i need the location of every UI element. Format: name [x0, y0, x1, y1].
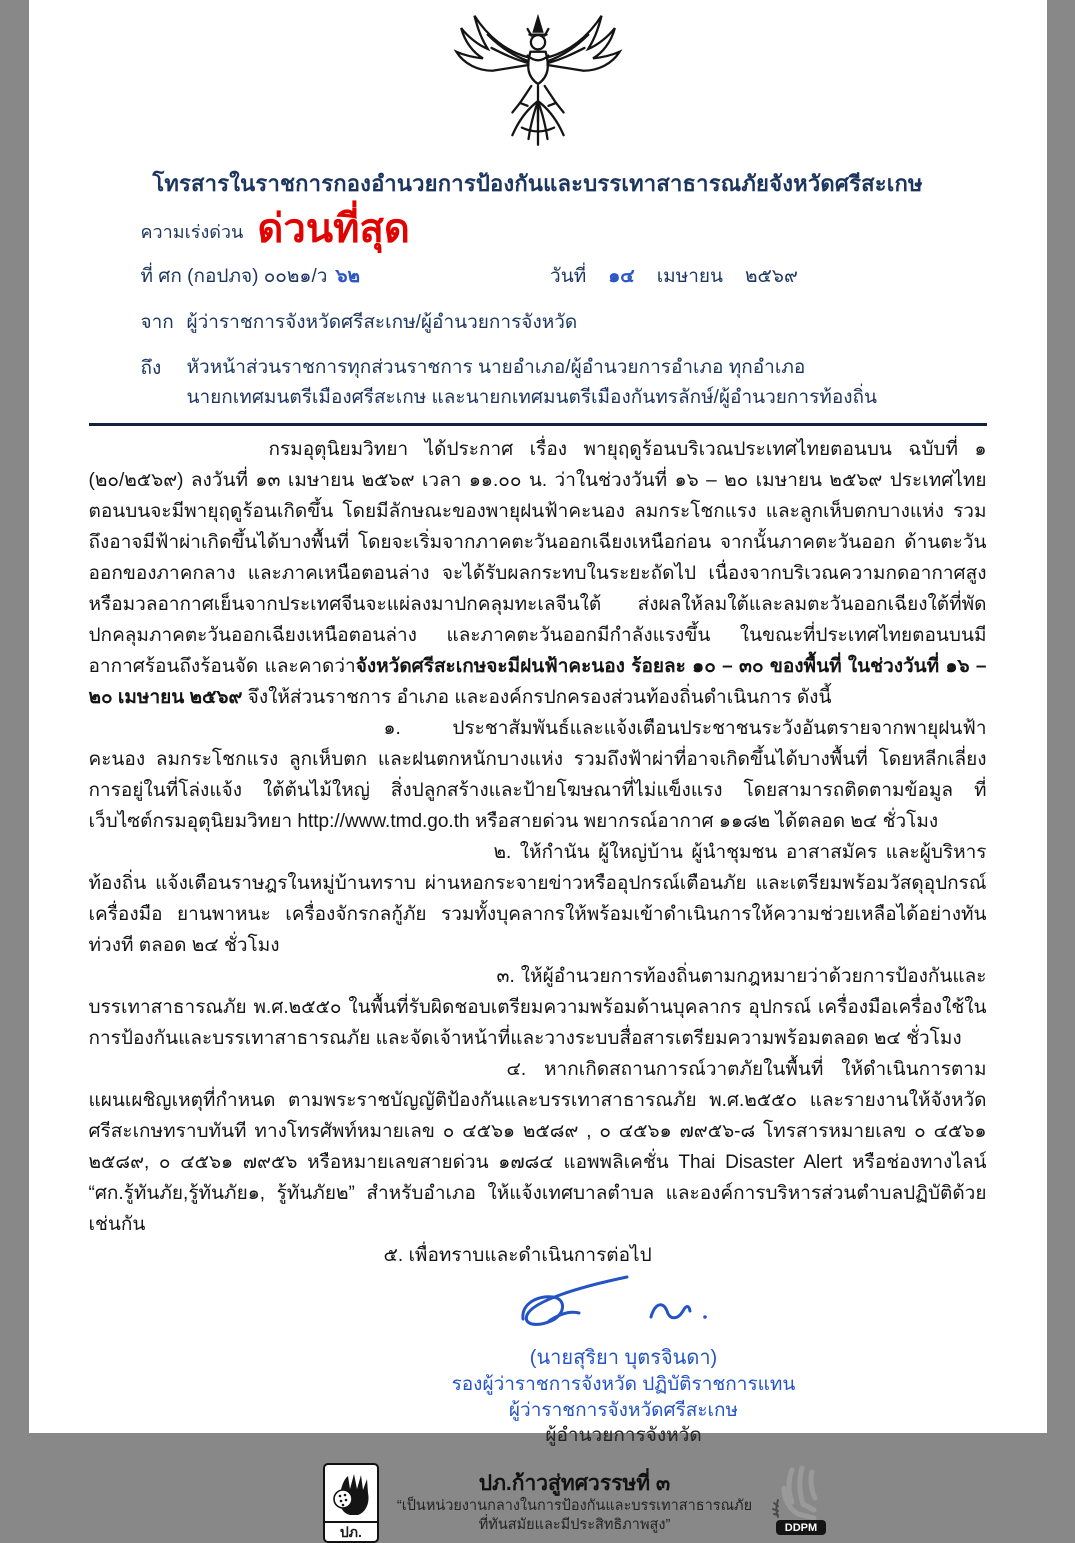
- paragraph-announcement: [89, 434, 987, 713]
- letter-body: [89, 434, 987, 1271]
- signer-title-1: รองผู้ว่าราชการจังหวัด ปฏิบัติราชการแทน: [389, 1372, 859, 1398]
- to-value: [187, 353, 878, 413]
- instruction-item-2: ๒. ให้กำนัน ผู้ใหญ่บ้าน ผู้นำชุมชน อาสาสมัคร และผู้บริหารท้องถิ่น แจ้งเตือนราษฎรในหมู่บ้านทราบ ผ่านหอกระจายข่าวหรืออุปกรณ์เตือนภัย และเตรียมพร้อมวัสดุอุปกรณ์ เครื่องมือ ยานพาหนะ เครื่องจักรกลกู้ภัย รวมทั้งบุคลากรให้พร้อมเข้าดำเนินการให้ความช่วยเหลือได้อย่างทันท่วงที ตลอด ๒๔ ชั่วโมง: [89, 837, 987, 961]
- instruction-item-3: ๓. ให้ผู้อำนวยการท้องถิ่นตามกฎหมายว่าด้วยการป้องกันและบรรเทาสาธารณภัย พ.ศ.๒๕๕๐ ในพื้นที่รับผิดชอบเตรียมความพร้อมด้านบุคลากร อุปกรณ์ เครื่องมือเครื่องใช้ในการป้องกันและบรรเทาสาธารณภัย และจัดเจ้าหน้าที่และวางระบบสื่อสารเตรียมความพร้อมตลอด ๒๔ ชั่วโมง: [89, 961, 987, 1054]
- footer-slogan: [397, 1471, 752, 1535]
- reference-prefix: ที่ ศก (กอปภจ) ๐๐๒๑/ว: [141, 261, 328, 291]
- date-day-handwritten: ๑๔: [608, 261, 634, 291]
- signer-name: (นายสุริยา บุตรจินดา): [389, 1345, 859, 1372]
- instruction-item-4: ๔. หากเกิดสถานการณ์วาตภัยในพื้นที่ ให้ดำเนินการตามแผนเผชิญเหตุที่กำหนด ตามพระราชบัญญัติป้องกันและบรรเทาสาธารณภัย พ.ศ.๒๕๕๐ และรายงานให้จังหวัดศรีสะเกษทราบทันที ทางโทรศัพท์หมายเลข ๐ ๔๕๖๑ ๒๕๘๙ , ๐ ๔๕๖๑ ๗๙๕๖-๘ โทรสารหมายเลข ๐ ๔๕๖๑ ๒๕๘๙, ๐ ๔๕๖๑ ๗๙๕๖ หรือหมายเลขสายด่วน ๑๗๘๔ แอพพลิเคชั่น Thai Disaster Alert หรือช่องทางไลน์ “ศก.รู้ทันภัย,รู้ทันภัย๑, รู้ทันภัย๒” สำหรับอำเภอ ให้แจ้งเทศบาลตำบล และองค์การบริหารส่วนตำบลปฏิบัติด้วยเช่นกัน: [89, 1054, 987, 1240]
- paragraph-announcement-tail: จึงให้ส่วนราชการ อำเภอ และองค์กรปกครองส่วนท้องถิ่นดำเนินการ ดังนี้: [242, 687, 831, 708]
- signer-title-3: ผู้อำนวยการจังหวัด: [389, 1424, 859, 1448]
- instruction-item-5: ๕. เพื่อทราบและดำเนินการต่อไป: [89, 1240, 987, 1271]
- instruction-item-1: ๑. ประชาสัมพันธ์และแจ้งเตือนประชาชนระวังอันตรายจากพายุฝนฟ้าคะนอง ลมกระโชกแรง ลูกเห็บตก และฝนตกหนักบางแห่ง รวมถึงฟ้าผ่าที่อาจเกิดขึ้นได้บางพื้นที่ โดยหลีกเลี่ยงการอยู่ในที่โล่งแจ้ง ใต้ต้นไม้ใหญ่ สิ่งปลูกสร้างและป้ายโฆษณาที่ไม่แข็งแรง โดยสามารถติดตามข้อมูล ที่เว็บไซต์กรมอุตุนิยมวิทยา http://www.tmd.go.th หรือสายด่วน พยากรณ์อากาศ ๑๑๘๒ ได้ตลอด ๒๔ ชั่วโมง: [89, 713, 987, 837]
- signature-scribble: [509, 1273, 739, 1345]
- header-divider: [89, 423, 987, 426]
- ddpm-thai-logo-icon: [323, 1463, 379, 1543]
- to-label: ถึง: [141, 353, 187, 413]
- paragraph-announcement-bold: จังหวัดศรีสะเกษจะมีฝนฟ้าคะนอง ร้อยละ ๑๐ – ๓๐ ของพื้นที่ ในช่วงวันที่ ๑๖ – ๒๐ เมษายน ๒๕๖๙: [89, 656, 987, 708]
- fax-document-page: [29, 0, 1047, 1433]
- to-row: [141, 353, 1047, 413]
- ddpm-english-logo-icon: [770, 1462, 828, 1543]
- document-title: โทรสารในราชการกองอำนวยการป้องกันและบรรเทาสาธารณภัยจังหวัดศรีสะเกษ: [29, 166, 1047, 201]
- from-row: [141, 307, 1047, 337]
- signer-title-2: ผู้ว่าราชการจังหวัดศรีสะเกษ: [389, 1398, 859, 1424]
- footer-slogan-line-2: ที่ทันสมัยและมีประสิทธิภาพสูง”: [397, 1516, 752, 1535]
- footer-slogan-title: ปภ.ก้าวสู่ทศวรรษที่ ๓: [397, 1471, 752, 1497]
- urgency-stamp: ด่วนที่สุด: [257, 207, 410, 251]
- to-line-2: นายกเทศมนตรีเมืองศรีสะเกษ และนายกเทศมนตรีเมืองกันทรลักษ์/ผู้อำนวยการท้องถิ่น: [187, 383, 878, 413]
- from-label: จาก: [141, 307, 187, 337]
- ddpm-english-logo-label: DDPM: [785, 1522, 817, 1534]
- reference-row: [141, 261, 1047, 291]
- date-year: ๒๕๖๙: [745, 261, 798, 291]
- date-group: [550, 261, 798, 291]
- footer-slogan-line-1: “เป็นหน่วยงานกลางในการป้องกันและบรรเทาสาธารณภัย: [397, 1497, 752, 1516]
- urgency-row: [141, 207, 1047, 259]
- ddpm-thai-logo-label: ปภ.: [325, 1521, 377, 1541]
- date-month: เมษายน: [657, 261, 723, 291]
- paragraph-announcement-normal: กรมอุตุนิยมวิทยา ได้ประกาศ เรื่อง พายุฤดูร้อนบริเวณประเทศไทยตอนบน ฉบับที่ ๑ (๒๐/๒๕๖๙) ลงวันที่ ๑๓ เมษายน ๒๕๖๙ เวลา ๑๑.๐๐ น. ว่าในช่วงวันที่ ๑๖ – ๒๐ เมษายน ๒๕๖๙ ประเทศไทยตอนบนจะมีพายุฤดูร้อนเกิดขึ้น โดยมีลักษณะของพายุฝนฟ้าคะนอง ลมกระโชกแรง และลูกเห็บตกบางแห่ง รวมถึงอาจมีฟ้าผ่าเกิดขึ้นได้บางพื้นที่ โดยจะเริ่มจากภาคตะวันออกเฉียงเหนือก่อน จากนั้นภาคตะวันออก ด้านตะวันออกของภาคกลาง และภาคเหนือตอนล่าง จะได้รับผลกระทบในระยะถัดไป เนื่องจากบริเวณความกดอากาศสูงหรือมวลอากาศเย็นจากประเทศจีนจะแผ่ลงมาปกคลุมทะเลจีนใต้ ส่งผลให้ลมใต้และลมตะวันออกเฉียงใต้ที่พัดปกคลุมภาคตะวันออกเฉียงเหนือตอนล่าง และภาคตะวันออกมีกำลังแรงขึ้น ในขณะที่ประเทศไทยตอนบนมีอากาศร้อนถึงร้อนจัด และคาดว่า: [89, 439, 987, 677]
- from-value: ผู้ว่าราชการจังหวัดศรีสะเกษ/ผู้อำนวยการจังหวัด: [187, 307, 578, 337]
- to-line-1: หัวหน้าส่วนราชการทุกส่วนราชการ นายอำเภอ/ผู้อำนวยการอำเภอ ทุกอำเภอ: [187, 353, 878, 383]
- reference-number-handwritten: ๖๒: [335, 261, 360, 291]
- garuda-emblem-icon: [29, 0, 1047, 162]
- date-label: วันที่: [550, 261, 586, 291]
- signature-block: [389, 1273, 859, 1448]
- footer: [67, 1462, 1075, 1543]
- urgency-label: ความเร่งด่วน: [141, 207, 244, 246]
